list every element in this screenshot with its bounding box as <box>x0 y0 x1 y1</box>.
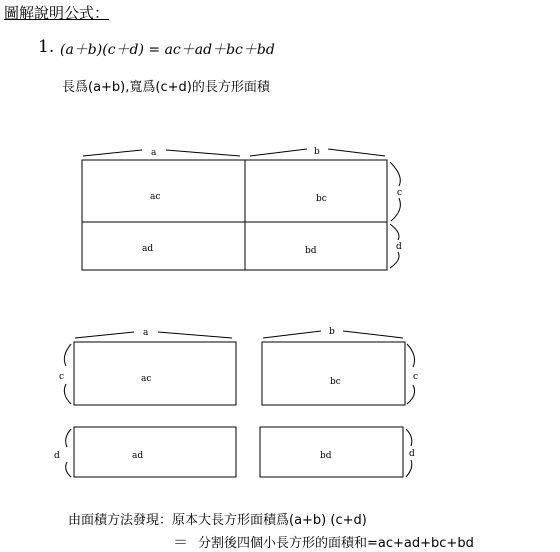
brace-a-right <box>166 150 240 156</box>
brace-b2-right <box>343 331 403 338</box>
label-c3: c <box>413 372 419 382</box>
brace-d-bottom <box>390 252 399 268</box>
brace-d-top <box>390 224 399 240</box>
conclusion-line-2 <box>173 531 474 552</box>
brace-d2-bottom <box>66 462 71 477</box>
label-b: b <box>314 147 320 157</box>
conclusion-line-1: 由面積方法發現：原本大長方形面積爲(a+b) (c+d) <box>68 513 367 528</box>
brace-a2-left <box>75 332 134 338</box>
brace-b-right <box>328 149 385 156</box>
cell-bd: bd <box>305 246 317 256</box>
label-c: c <box>397 188 403 198</box>
equals-sign: ＝ <box>173 533 189 551</box>
brace-b-left <box>250 149 307 156</box>
brace-a-left <box>83 150 142 156</box>
expansion-formula: (a＋b)(c＋d) = ac＋ad＋bc＋bd <box>60 42 275 58</box>
label-c2: c <box>59 372 65 382</box>
label-d3: d <box>409 449 415 459</box>
brace-d3-top <box>406 429 412 446</box>
conclusion-line-2-text: 分割後四個小長方形的面積和=ac+ad+bc+bd <box>198 536 474 551</box>
label-d2: d <box>54 451 60 461</box>
label-b2: b <box>329 327 335 337</box>
combined-rectangle <box>82 160 387 270</box>
cell-ad: ad <box>142 244 154 254</box>
section-heading: 圖解說明公式： <box>4 4 110 22</box>
brace-b2-left <box>263 331 321 338</box>
brace-c-bottom <box>391 198 400 221</box>
item-number: 1. <box>38 37 55 57</box>
cell-bc: bc <box>316 194 327 204</box>
label-a: a <box>151 148 157 158</box>
brace-c3-top <box>407 344 415 367</box>
rect-bc <box>262 342 405 405</box>
brace-c2-top <box>64 344 71 366</box>
cell-bc2: bc <box>330 377 341 387</box>
brace-c-top <box>390 162 400 186</box>
rectangle-description: 長爲(a+b),寬爲(c+d)的長方形面積 <box>62 80 270 95</box>
brace-d3-bottom <box>406 460 412 477</box>
brace-c3-bottom <box>407 385 415 404</box>
rect-ad <box>74 427 236 477</box>
label-a2: a <box>143 328 149 338</box>
rect-ac <box>74 342 236 405</box>
brace-a2-right <box>158 332 232 338</box>
cell-ac2: ac <box>141 374 152 384</box>
cell-ad2: ad <box>132 451 144 461</box>
cell-bd2: bd <box>320 451 332 461</box>
brace-d2-top <box>66 429 71 447</box>
label-d: d <box>396 242 402 252</box>
brace-c2-bottom <box>64 384 71 404</box>
cell-ac: ac <box>150 192 161 202</box>
